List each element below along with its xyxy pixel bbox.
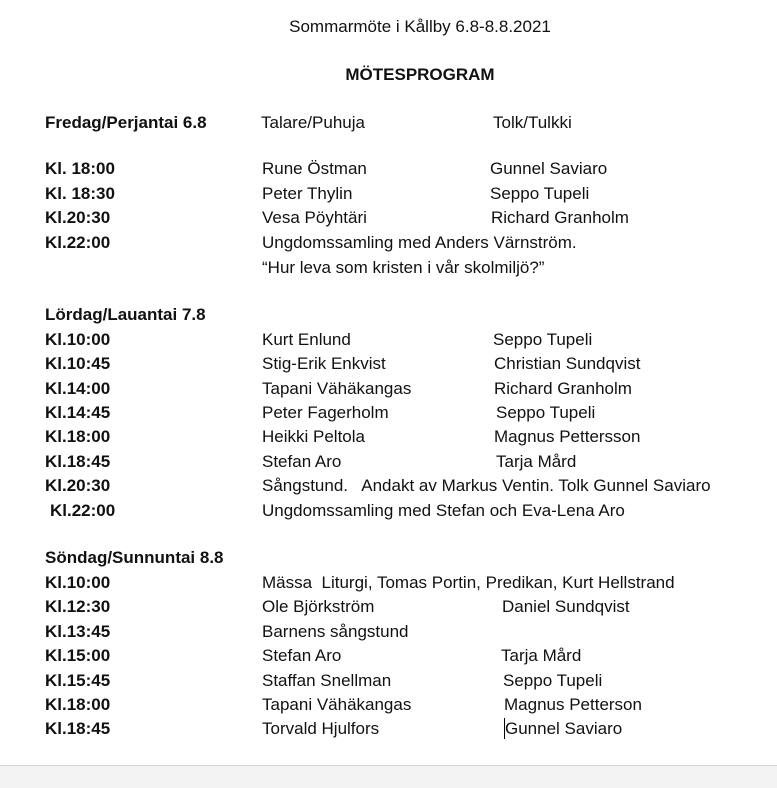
row-speaker: Vesa Pöyhtäri <box>262 208 367 227</box>
row-time: Kl.18:45 <box>45 452 111 471</box>
row-interpreter: Gunnel Saviaro <box>490 159 608 178</box>
row-time: Kl. 18:30 <box>45 184 115 203</box>
row-time: Kl.14:45 <box>45 403 111 422</box>
row-speaker: Stefan Aro <box>262 452 342 471</box>
row-time: Kl.18:00 <box>45 695 111 714</box>
row-speaker: Tapani Vähäkangas <box>262 695 412 714</box>
row-interpreter: Seppo Tupeli <box>493 330 593 349</box>
row-time: Kl.20:30 <box>45 476 111 495</box>
row-interpreter: Daniel Sundqvist <box>502 597 630 616</box>
schedule-row <box>0 572 777 596</box>
schedule-row <box>0 378 777 402</box>
schedule-row <box>0 500 777 524</box>
row-interpreter: Seppo Tupeli <box>496 403 596 422</box>
row-interpreter: Richard Granholm <box>494 379 632 398</box>
row-speaker: Rune Östman <box>262 159 367 178</box>
text-cursor <box>504 718 505 739</box>
schedule-row <box>0 621 777 645</box>
schedule-row <box>0 353 777 377</box>
schedule-row <box>0 207 777 231</box>
row-interpreter: Seppo Tupeli <box>490 184 590 203</box>
row-time: Kl.15:45 <box>45 671 111 690</box>
row-speaker: Staffan Snellman <box>262 671 392 690</box>
row-time: Kl.22:00 <box>45 233 111 252</box>
row-speaker: Torvald Hjulfors <box>262 719 380 738</box>
row-speaker: Barnens sångstund <box>262 622 409 641</box>
row-speaker: Peter Thylin <box>262 184 353 203</box>
row-speaker: Tapani Vähäkangas <box>262 379 412 398</box>
row-interpreter: Christian Sundqvist <box>494 354 641 373</box>
row-interpreter: Magnus Pettersson <box>494 427 641 446</box>
program-heading: MÖTESPROGRAM <box>345 65 495 84</box>
row-speaker: Sångstund. Andakt av Markus Ventin. Tolk Gunnel Saviaro <box>262 476 711 495</box>
row-interpreter: Tarja Mård <box>496 452 577 471</box>
row-time: Kl.20:30 <box>45 208 111 227</box>
row-time: Kl.10:00 <box>45 573 111 592</box>
day-heading-sunday: Söndag/Sunnuntai 8.8 <box>45 548 224 567</box>
row-speaker: “Hur leva som kristen i vår skolmiljö?” <box>262 258 545 277</box>
row-time: Kl.15:00 <box>45 646 111 665</box>
schedule-row <box>0 451 777 475</box>
column-header-interpreter: Tolk/Tulkki <box>493 113 572 132</box>
schedule-row <box>0 329 777 353</box>
row-speaker: Kurt Enlund <box>262 330 351 349</box>
row-speaker: Mässa Liturgi, Tomas Portin, Predikan, Kurt Hellstrand <box>262 573 675 592</box>
row-interpreter: Tarja Mård <box>501 646 582 665</box>
row-time: Kl.18:45 <box>45 719 111 738</box>
row-speaker: Stefan Aro <box>262 646 342 665</box>
row-time: Kl.12:30 <box>45 597 111 616</box>
row-speaker: Ole Björkström <box>262 597 375 616</box>
row-time: Kl.14:00 <box>45 379 111 398</box>
schedule-row <box>0 645 777 669</box>
row-speaker: Stig-Erik Enkvist <box>262 354 386 373</box>
schedule-row <box>0 158 777 182</box>
schedule-row <box>0 596 777 620</box>
schedule-row <box>0 257 777 281</box>
row-speaker: Heikki Peltola <box>262 427 365 446</box>
row-time: Kl.22:00 <box>50 501 116 520</box>
row-speaker: Ungdomssamling med Stefan och Eva-Lena Aro <box>262 501 625 520</box>
row-speaker: Peter Fagerholm <box>262 403 389 422</box>
schedule-row <box>0 718 777 742</box>
row-time: Kl.18:00 <box>45 427 111 446</box>
row-interpreter: Richard Granholm <box>491 208 629 227</box>
row-time: Kl. 18:00 <box>45 159 115 178</box>
schedule-row <box>0 694 777 718</box>
schedule-row <box>0 426 777 450</box>
row-interpreter: Magnus Petterson <box>504 695 642 714</box>
schedule-row <box>0 232 777 256</box>
day-heading-saturday: Lördag/Lauantai 7.8 <box>45 305 206 324</box>
schedule-row <box>0 183 777 207</box>
schedule-row <box>0 670 777 694</box>
status-bar <box>0 765 777 788</box>
row-time: Kl.10:45 <box>45 354 111 373</box>
row-speaker: Ungdomssamling med Anders Värnström. <box>262 233 577 252</box>
row-time: Kl.13:45 <box>45 622 111 641</box>
schedule-row <box>0 475 777 499</box>
row-interpreter: Gunnel Saviaro <box>505 719 623 738</box>
row-time: Kl.10:00 <box>45 330 111 349</box>
schedule-row <box>0 402 777 426</box>
column-header-speaker: Talare/Puhuja <box>261 113 365 132</box>
document-title: Sommarmöte i Kållby 6.8-8.8.2021 <box>289 17 551 36</box>
day-heading-friday: Fredag/Perjantai 6.8 <box>45 113 207 132</box>
row-interpreter: Seppo Tupeli <box>503 671 603 690</box>
